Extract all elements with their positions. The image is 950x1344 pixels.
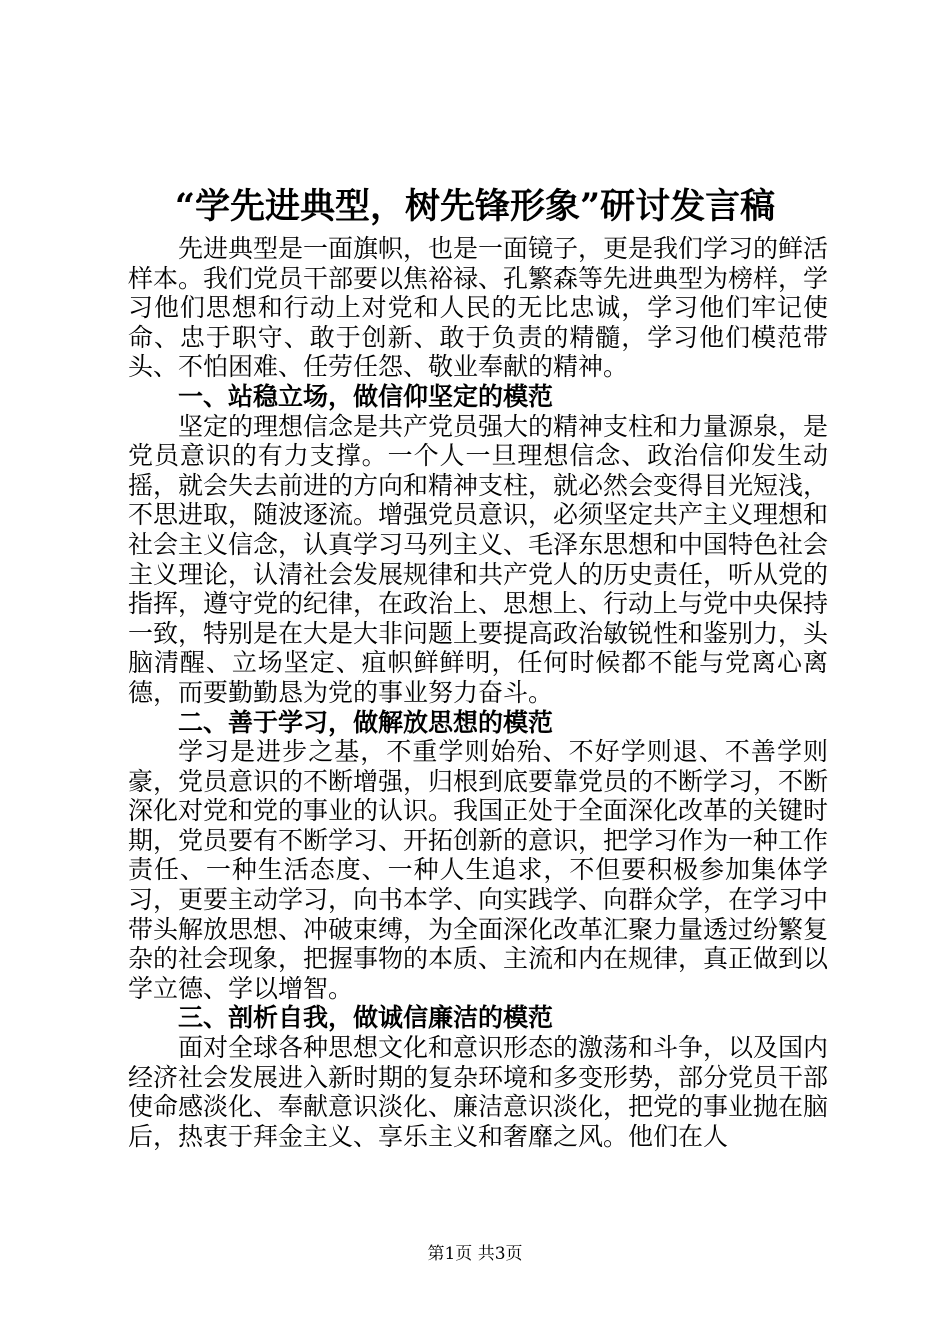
section-paragraph-1: 坚定的理想信念是共产党员强大的精神支柱和力量源泉，是党员意识的有力支撑。一个人一旦理想信念、政治信仰发生动摇，就会失去前进的方向和精神支柱，就必然会变得目光短浅，不思进取，随波逐流。增强党员意识，必须坚定共产主义理想和社会主义信念，认真学习马列主义、毛泽东思想和中国特色社会主义理论，认清社会发展规律和共产党人的历史责任，听从党的指挥，遵守党的纪律，在政治上、思想上、行动上与党中央保持一致，特别是在大是大非问题上要提高政治敏锐性和鉴别力，头脑清醒、立场坚定、疽帜鲜鲜明，任何时候都不能与党离心离德，而要勤勤恳为党的事业努力奋斗。	[128, 411, 829, 707]
document-body	[128, 234, 828, 1151]
intro-paragraph: 先进典型是一面旗帜，也是一面镜子，更是我们学习的鲜活样本。我们党员干部要以焦裕禄、孔繁森等先进典型为榜样，学习他们思想和行动上对党和人民的无比忠诚，学习他们牢记使命、忠于职守、敢于创新、敢于负责的精髓，学习他们模范带头、不怕困难、任劳任怨、敬业奉献的精神。	[128, 234, 829, 382]
section-heading-2: 二、善于学习，做解放思想的模范	[178, 707, 554, 737]
section-heading-3: 三、剖析自我，做诚信廉洁的模范	[178, 1003, 554, 1033]
section-paragraph-2: 学习是进步之基，不重学则始殆、不好学则退、不善学则豪，党员意识的不断增强，归根到底要靠党员的不断学习，不断深化对党和党的事业的认识。我国正处于全面深化改革的关键时期，党员要有不断学习、开拓创新的意识，把学习作为一种工作责任、一种生活态度、一种人生追求，不但要积极参加集体学习，更要主动学习，向书本学、向实践学、向群众学，在学习中带头解放思想、冲破束缚，为全面深化改革汇聚力量透过纷繁复杂的社会现象，把握事物的本质、主流和内在规律，真正做到以学立德、学以增智。	[128, 737, 829, 1003]
page-number-footer: 第1页 共3页	[427, 1244, 523, 1264]
document-title: “学先进典型，树先锋形象”研讨发言稿	[174, 186, 776, 227]
section-heading-1: 一、站稳立场，做信仰坚定的模范	[178, 381, 554, 411]
section-paragraph-3: 面对全球各种思想文化和意识形态的激荡和斗争，以及国内经济社会发展进入新时期的复杂环境和多变形势，部分党员干部使命感淡化、奉献意识淡化、廉洁意识淡化，把党的事业抛在脑后，热衷于拜金主义、享乐主义和奢靡之风。他们在人	[128, 1033, 829, 1151]
